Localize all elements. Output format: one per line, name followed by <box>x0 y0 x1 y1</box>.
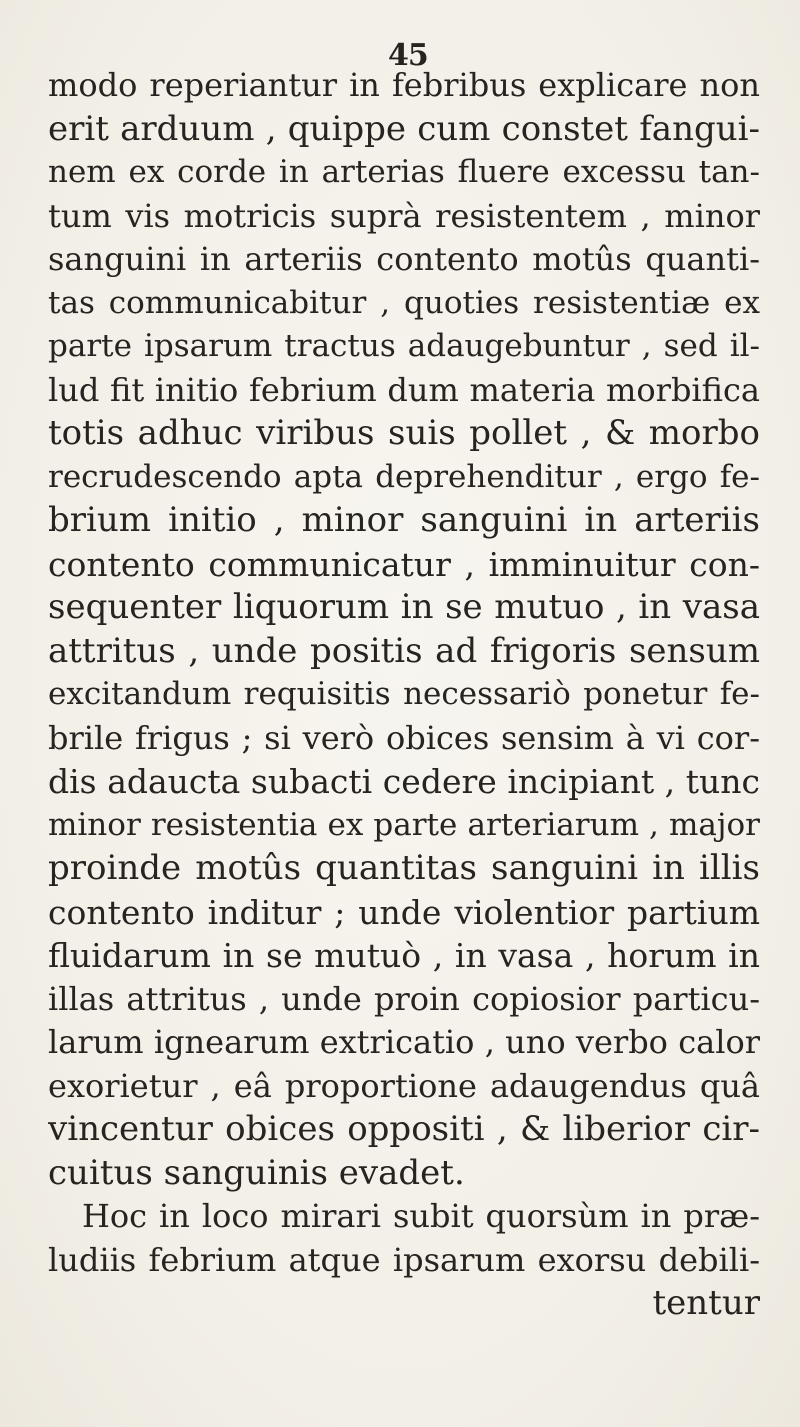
text-line: tas communicabitur , quoties resistentiæ ex <box>48 284 760 321</box>
text-block <box>48 64 760 1326</box>
text-line: modo reperiantur in febribus explicare non <box>48 66 760 104</box>
page-number: 45 <box>388 38 428 73</box>
text-line: exorietur , eâ proportione adaugendus quâ <box>48 1066 760 1105</box>
text-line: erit arduum , quippe cum constet fangui- <box>48 108 760 149</box>
text-line: brium initio , minor sanguini in arteriis <box>48 500 760 540</box>
text-line-paragraph-end: cuitus sanguinis evadet. <box>48 1152 465 1193</box>
text-line: recrudescendo apta deprehenditur , ergo fe- <box>48 458 760 495</box>
text-line: dis adaucta subacti cedere incipiant , tunc <box>48 762 760 801</box>
text-line: brile frigus ; si verò obices sensim à vi cor- <box>48 718 760 757</box>
text-line: contento communicatur , imminuitur con- <box>48 544 760 584</box>
catchword: tentur <box>652 1283 760 1323</box>
text-line: attritus , unde positis ad frigoris sensum <box>48 630 760 671</box>
text-line-paragraph-start: Hoc in loco mirari subit quorsùm in præ- <box>82 1197 760 1235</box>
text-line: fluidarum in se mutuò , in vasa , horum in <box>48 936 760 975</box>
text-line: lud fit initio febrium dum materia morbifica <box>48 370 760 409</box>
text-line: nem ex corde in arterias fluere excessu tan- <box>48 154 760 190</box>
text-line: parte ipsarum tractus adaugebuntur , sed il- <box>48 328 760 364</box>
text-line: sanguini in arteriis contento motûs quanti- <box>48 240 760 278</box>
text-line: larum ignearum extricatio , uno verbo calor <box>48 1023 760 1061</box>
text-line: illas attritus , unde proin copiosior particu- <box>48 979 760 1018</box>
text-line: proinde motûs quantitas sanguini in illis <box>48 848 760 888</box>
text-line: sequenter liquorum in se mutuo , in vasa <box>48 587 760 627</box>
text-line: minor resistentia ex parte arteriarum , major <box>48 806 760 843</box>
text-line: tum vis motricis suprà resistentem , minor <box>48 196 760 235</box>
text-line: totis adhuc viribus suis pollet , & morbo <box>48 413 760 453</box>
text-line: excitandum requisitis necessariò ponetur fe- <box>48 676 760 712</box>
text-line: vincentur obices oppositi , & liberior cir- <box>48 1109 760 1149</box>
text-line: ludiis febrium atque ipsarum exorsu debili- <box>48 1240 760 1279</box>
text-line: contento inditur ; unde violentior partium <box>48 892 760 932</box>
